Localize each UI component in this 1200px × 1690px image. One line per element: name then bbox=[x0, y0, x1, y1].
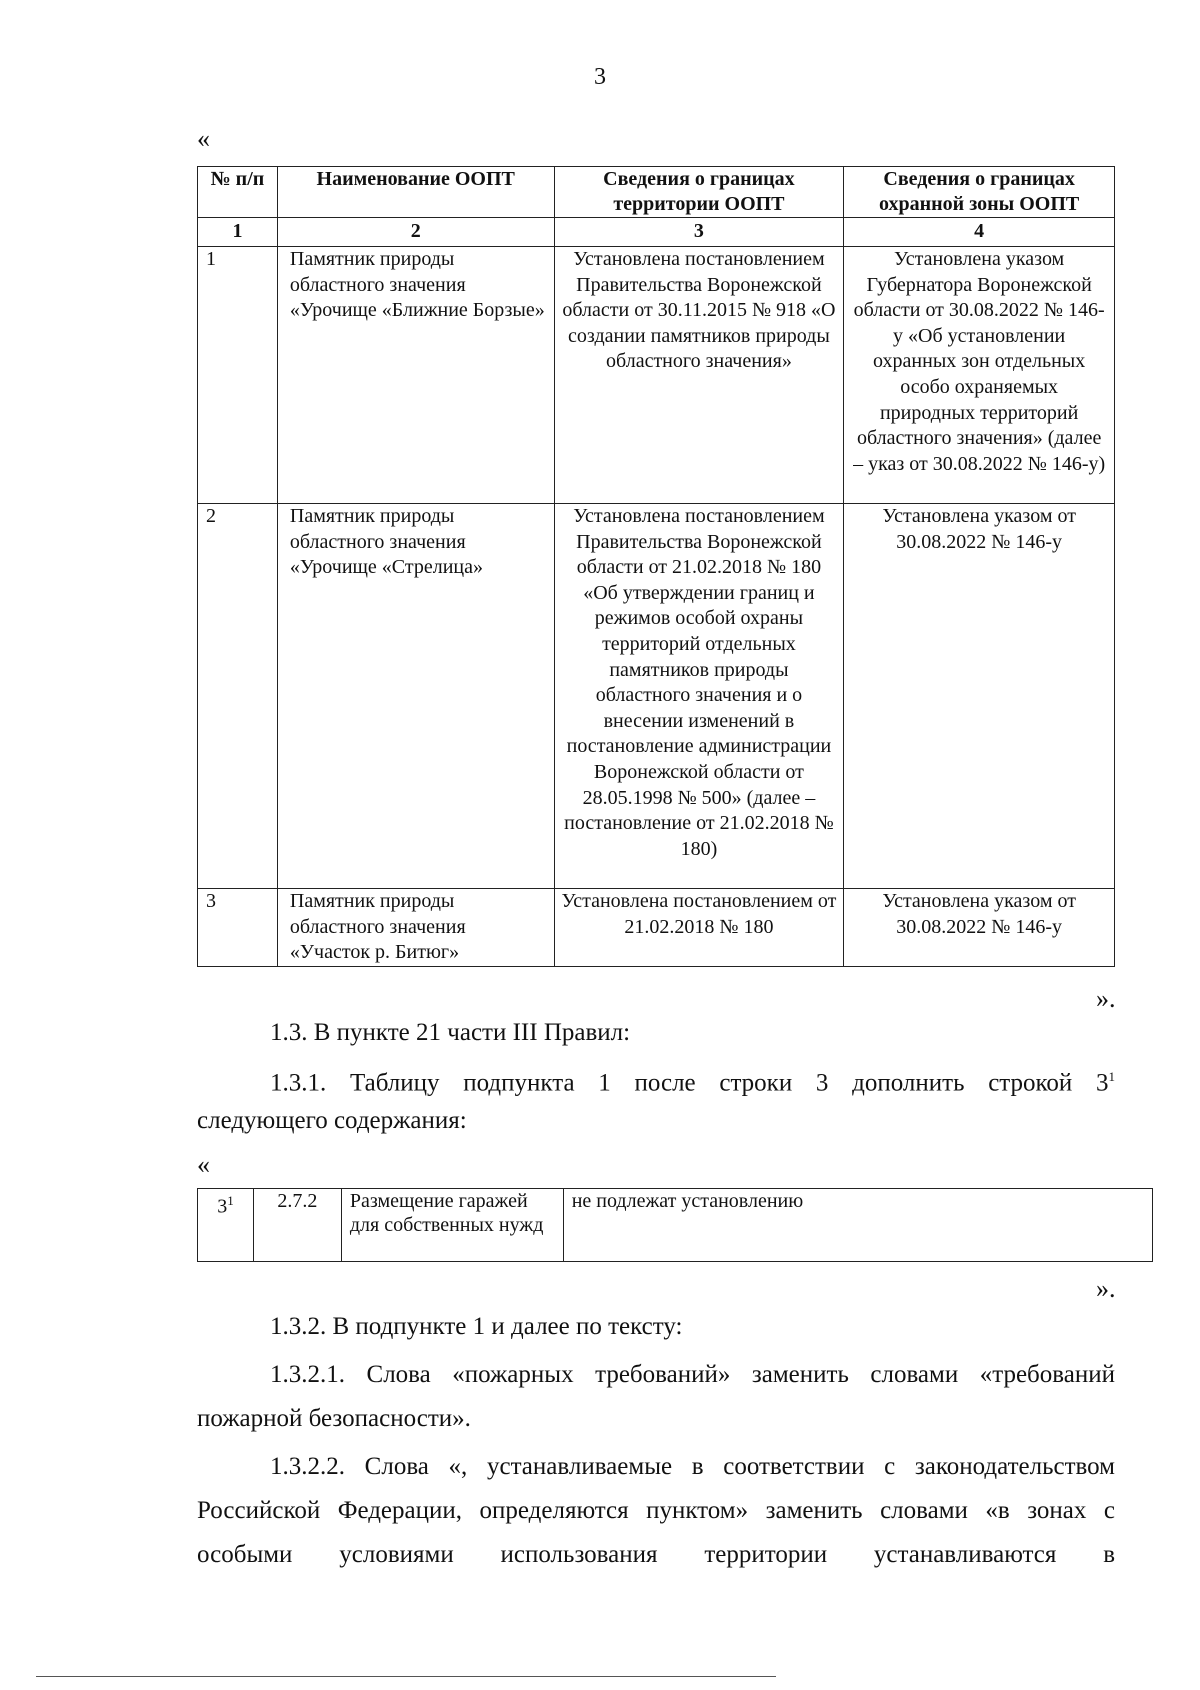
paragraph-1-3-1-text: 1.3.1. Таблицу подпункта 1 после строки 3 дополнить строкой 3 bbox=[270, 1069, 1109, 1097]
row-territory: Установлена постановлением Правительства Воронежской области от 21.02.2018 № 180 «Об утверждении границ и режимов особой охраны территорий отдельных памятников природы областного значения и о внесении изменений в постановление администрации Воронежской области от 28.05.1998 № 500» (далее – постановление от 21.02.2018 № 180) bbox=[554, 504, 844, 889]
paragraph-1-3-1 bbox=[270, 1062, 1115, 1098]
col-number: 4 bbox=[844, 218, 1115, 247]
row-number: 3 bbox=[198, 889, 278, 967]
header-territory: Сведения о границах территории ООПТ bbox=[554, 167, 844, 218]
open-quote-2: « bbox=[197, 1150, 210, 1179]
paragraph-1-3: 1.3. В пункте 21 части III Правил: bbox=[270, 1019, 631, 1046]
header-zone: Сведения о границах охранной зоны ООПТ bbox=[844, 167, 1115, 218]
row-territory: Установлена постановлением Правительства Воронежской области от 30.11.2015 № 918 «О создании памятников природы областного значения» bbox=[554, 247, 844, 504]
row-name: Памятник природы областного значения «Участок р. Битюг» bbox=[277, 889, 554, 967]
row-number bbox=[198, 1189, 254, 1262]
paragraph-1-3-2-2-line2: Российской Федерации, определяются пунктом» заменить словами «в зонах с bbox=[197, 1497, 1115, 1524]
col-number: 1 bbox=[198, 218, 278, 247]
column-number-row bbox=[198, 218, 1115, 247]
paragraph-1-3-1-continued: следующего содержания: bbox=[197, 1107, 467, 1134]
row-name: Размещение гаражей для собственных нужд bbox=[341, 1189, 563, 1262]
row-value: не подлежат установлению bbox=[563, 1189, 1152, 1262]
garage-row-table bbox=[197, 1188, 1153, 1262]
paragraph-1-3-2-2-line3: особыми условиями использования территории устанавливаются в bbox=[197, 1541, 1115, 1568]
row-name: Памятник природы областного значения «Урочище «Ближние Борзые» bbox=[277, 247, 554, 504]
row-zone: Установлена указом Губернатора Воронежской области от 30.08.2022 № 146-у «Об установлении охранных зон отдельных особо охраняемых природных территорий областного значения» (далее – указ от 30.08.2022 № 146-у) bbox=[844, 247, 1115, 504]
row-zone: Установлена указом от 30.08.2022 № 146-у bbox=[844, 504, 1115, 889]
col-number: 2 bbox=[277, 218, 554, 247]
paragraph-1-3-2-2: 1.3.2.2. Слова «, устанавливаемые в соответствии с законодательством bbox=[270, 1453, 1115, 1480]
open-quote-1: « bbox=[197, 124, 210, 153]
close-quote-1: ». bbox=[1096, 984, 1116, 1013]
table-header-row bbox=[198, 167, 1115, 218]
row-number: 1 bbox=[198, 247, 278, 504]
paragraph-1-3-2: 1.3.2. В подпункте 1 и далее по тексту: bbox=[270, 1313, 683, 1340]
col-number: 3 bbox=[554, 218, 844, 247]
page-number: 3 bbox=[594, 64, 606, 90]
table-row bbox=[198, 504, 1115, 889]
row-code: 2.7.2 bbox=[253, 1189, 341, 1262]
oopt-boundaries-table bbox=[197, 166, 1115, 967]
row-number: 2 bbox=[198, 504, 278, 889]
table-row bbox=[198, 889, 1115, 967]
row-zone: Установлена указом от 30.08.2022 № 146-у bbox=[844, 889, 1115, 967]
superscript: 1 bbox=[1108, 1069, 1115, 1084]
bottom-divider bbox=[36, 1676, 776, 1677]
header-name: Наименование ООПТ bbox=[277, 167, 554, 218]
paragraph-1-3-2-1-continued: пожарной безопасности». bbox=[197, 1405, 471, 1432]
close-quote-2: ». bbox=[1096, 1274, 1116, 1303]
header-number: № п/п bbox=[198, 167, 278, 218]
row-number-text: 3 bbox=[217, 1195, 228, 1218]
table-row bbox=[198, 247, 1115, 504]
paragraph-1-3-2-1: 1.3.2.1. Слова «пожарных требований» заменить словами «требований bbox=[270, 1361, 1115, 1388]
table-row bbox=[198, 1189, 1153, 1262]
superscript: 1 bbox=[227, 1193, 234, 1208]
row-name: Памятник природы областного значения «Урочище «Стрелица» bbox=[277, 504, 554, 889]
row-territory: Установлена постановлением от 21.02.2018 № 180 bbox=[554, 889, 844, 967]
